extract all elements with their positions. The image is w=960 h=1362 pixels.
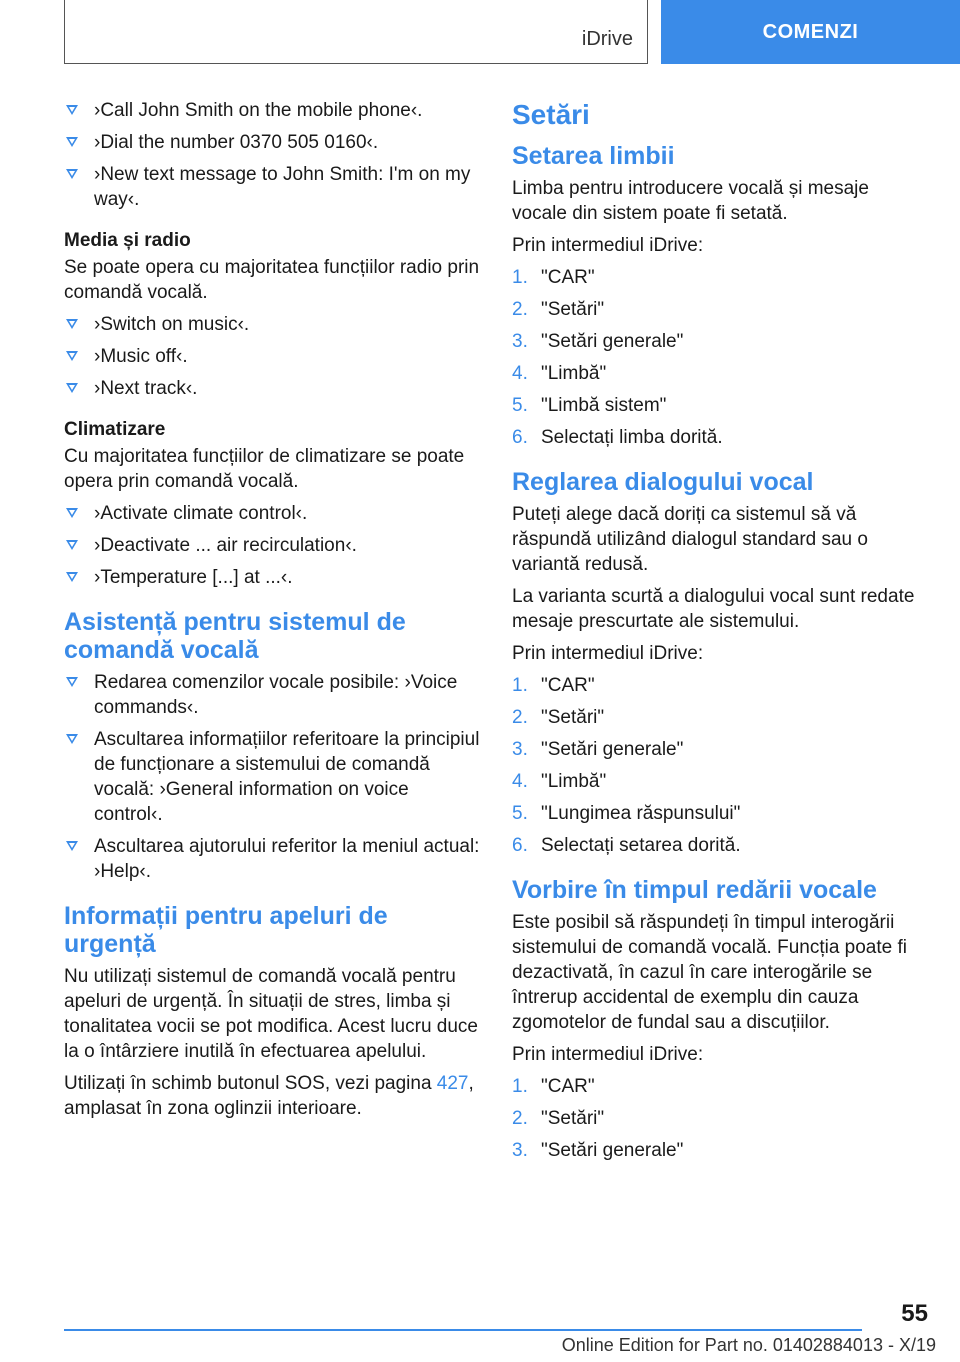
triangle-bullet-icon <box>66 169 78 179</box>
list-item: 3. "Setări generale" <box>512 739 684 760</box>
list-item: 5. "Limbă sistem" <box>512 395 667 416</box>
emergency-heading: Informații pentru apeluri de urgență <box>64 902 388 958</box>
list-item: 3. "Setări generale" <box>512 331 684 352</box>
list-item: 2. "Setări" <box>512 299 605 320</box>
triangle-bullet-icon <box>66 734 78 744</box>
list-item: 1. "CAR" <box>512 1076 595 1097</box>
barge-via: Prin intermediul iDrive: <box>512 1044 704 1065</box>
list-item: ›Music off‹. <box>64 344 480 369</box>
list-item: 3. "Setări generale" <box>512 1140 684 1161</box>
list-item: ›Temperature [...] at ...‹. <box>64 565 480 590</box>
list-item: Redarea comenzilor vocale posibile: ›Voice commands‹. <box>64 670 480 720</box>
dialog-via: Prin intermediul iDrive: <box>512 643 704 664</box>
language-steps <box>512 265 928 450</box>
language-text: Limba pentru introducere vocală și mesaje vocale din sistem poate fi setată. <box>512 178 869 224</box>
list-item: ›Switch on music‹. <box>64 312 480 337</box>
barge-steps <box>512 1074 928 1163</box>
list-item: 2. "Setări" <box>512 707 605 728</box>
media-bullet-list <box>64 312 480 401</box>
list-item: ›Deactivate ... air recirculation‹. <box>64 533 480 558</box>
media-text: Se poate opera cu majoritatea funcțiilor radio prin comandă vocală. <box>64 257 480 303</box>
list-item: 2. "Setări" <box>512 1108 605 1129</box>
intro-bullet-list <box>64 98 480 212</box>
dialog-text-2: La varianta scurtă a dialogului vocal sunt redate mesaje prescurtate ale sistemului. <box>512 586 915 632</box>
page-reference-link[interactable]: 427 <box>436 1073 469 1094</box>
list-item: ›Next track‹. <box>64 376 480 401</box>
list-item: ›New text message to John Smith: I'm on my way‹. <box>64 162 480 212</box>
left-column <box>64 98 480 1128</box>
triangle-bullet-icon <box>66 572 78 582</box>
triangle-bullet-icon <box>66 677 78 687</box>
triangle-bullet-icon <box>66 540 78 550</box>
climate-bullet-list <box>64 501 480 590</box>
list-item: 1. "CAR" <box>512 675 595 696</box>
header-chapter-tab[interactable]: COMENZI <box>661 0 960 64</box>
footer-divider <box>64 1329 862 1331</box>
list-item: 6. Selectați limba dorită. <box>512 427 723 448</box>
dialog-text: Puteți alege dacă doriți ca sistemul să vă răspundă utilizând dialogul standard sau o variantă redusă. <box>512 504 868 575</box>
list-item: ›Activate climate control‹. <box>64 501 480 526</box>
emergency-text: Nu utilizați sistemul de comandă vocală pentru apeluri de urgență. În situații de stres, limba și tonalitatea vocii se pot modifica. Acest lucru duce la o întârziere inutilă în efectuarea apelului. <box>64 966 479 1062</box>
footer-edition: Online Edition for Part no. 01402884013 - X/19 <box>561 1335 936 1355</box>
header-box <box>64 0 648 64</box>
assist-bullet-list <box>64 670 480 884</box>
list-item: 1. "CAR" <box>512 267 595 288</box>
list-item: ›Call John Smith on the mobile phone‹. <box>64 98 480 123</box>
list-item: Ascultarea informațiilor referitoare la principiul de funcționare a sistemului de comandă vocală: ›General information on voice control‹. <box>64 727 480 827</box>
settings-title: Setări <box>512 99 590 130</box>
header-section-title: iDrive <box>581 28 633 50</box>
triangle-bullet-icon <box>66 508 78 518</box>
barge-heading: Vorbire în timpul redării vocale <box>512 876 877 904</box>
list-item: 4. "Limbă" <box>512 363 607 384</box>
climate-text: Cu majoritatea funcțiilor de climatizare se poate opera prin comandă vocală. <box>64 446 465 492</box>
triangle-bullet-icon <box>66 319 78 329</box>
media-heading: Media și radio <box>64 230 191 251</box>
triangle-bullet-icon <box>66 383 78 393</box>
barge-text: Este posibil să răspundeți în timpul interogării sistemului de comandă vocală. Funcția poate fi dezactivată, în cazul în care interogările se întrerup accidental de exemplu din cauza zgomotelor de fundal sau a discuțiilor. <box>512 912 907 1033</box>
dialog-steps <box>512 673 928 858</box>
right-column <box>512 98 928 1170</box>
triangle-bullet-icon <box>66 137 78 147</box>
triangle-bullet-icon <box>66 351 78 361</box>
list-item: 6. Selectați setarea dorită. <box>512 835 741 856</box>
list-item: ›Dial the number 0370 505 0160‹. <box>64 130 480 155</box>
language-via: Prin intermediul iDrive: <box>512 235 704 256</box>
list-item: 5. "Lungimea răspunsului" <box>512 803 741 824</box>
list-item: Ascultarea ajutorului referitor la meniul actual: ›Help‹. <box>64 834 480 884</box>
list-item: 4. "Limbă" <box>512 771 607 792</box>
assist-heading: Asistență pentru sistemul de comandă vocală <box>64 608 406 664</box>
climate-heading: Climatizare <box>64 419 166 440</box>
emergency-text-2: Utilizați în schimb butonul SOS, vezi pagina 427, amplasat în zona oglinzii interioare. <box>64 1073 474 1119</box>
triangle-bullet-icon <box>66 841 78 851</box>
dialog-heading: Reglarea dialogului vocal <box>512 468 814 496</box>
language-heading: Setarea limbii <box>512 142 675 170</box>
triangle-bullet-icon <box>66 105 78 115</box>
page-number: 55 <box>901 1300 928 1327</box>
